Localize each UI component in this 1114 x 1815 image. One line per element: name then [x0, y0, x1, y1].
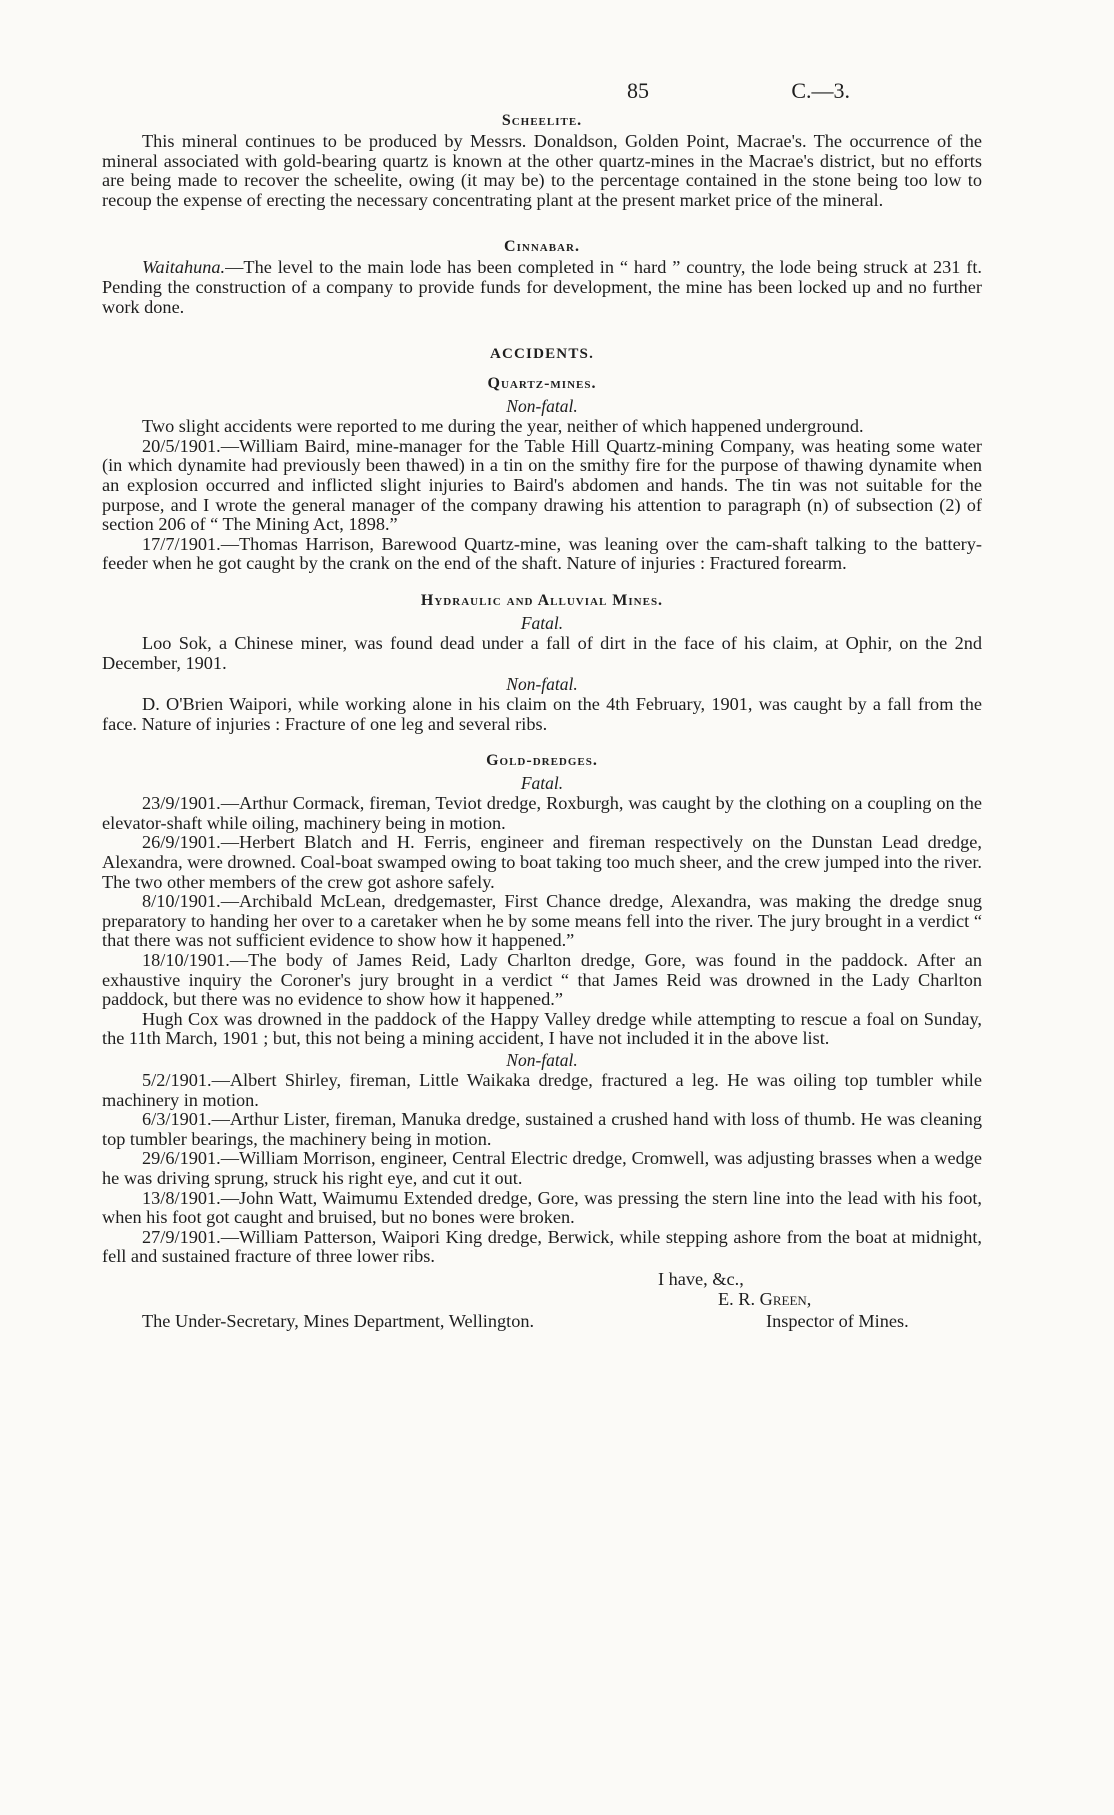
paragraph: D. O'Brien Waipori, while working alone in his claim on the 4th February, 1901, was caught by a fall from the face. Nature of injuries : Fracture of one leg and several ribs.: [102, 694, 982, 734]
subheading: Non-fatal.: [506, 1050, 578, 1070]
signature-block: [102, 1267, 982, 1353]
paragraph: 6/3/1901.—Arthur Lister, fireman, Manuka dredge, sustained a crushed hand with loss of thumb. He was cleaning top tumbler bearings, the machinery being in motion.: [102, 1109, 982, 1149]
addressee: The Under-Secretary, Mines Department, Wellington.: [142, 1310, 535, 1331]
accidents-section: [102, 343, 982, 1267]
paragraph: 29/6/1901.—William Morrison, engineer, Central Electric dredge, Cromwell, was adjusting brasses when a wedge he was driving sprung, struck his right eye, and cut it out.: [102, 1148, 982, 1188]
subheading: Non-fatal.: [506, 674, 578, 695]
subheading: Fatal.: [520, 612, 564, 633]
salutation: I have, &c.,: [658, 1268, 744, 1289]
document-reference: C.—3.: [791, 78, 850, 103]
paragraph: Hugh Cox was drowned in the paddock of the Happy Valley dredge while attempting to rescue a foal on Sunday, the 11th March, 1901 ; but, this not being a mining accident, I have not included it in the above list.: [102, 1008, 982, 1049]
paragraph: 23/9/1901.—Arthur Cormack, fireman, Teviot dredge, Roxburgh, was caught by the clothing on a coupling on the elevator-shaft while oiling, machinery being in motion.: [102, 793, 982, 833]
paragraph: Loo Sok, a Chinese miner, was found dead under a fall of dirt in the face of his claim, at Ophir, on the 2nd December, 1901.: [102, 632, 982, 673]
page-header: [102, 0, 982, 110]
place-name: Waitahuna.: [142, 257, 226, 278]
paragraph: 18/10/1901.—The body of James Reid, Lady Charlton dredge, Gore, was found in the paddock. After an exhaustive inquiry the Coroner's jury brought in a verdict “ that James Reid was drowned in the Lady Charlton paddock, but there was no evidence to show how it happened.”: [102, 950, 982, 1010]
subheading: Fatal.: [520, 773, 564, 794]
section-heading: Scheelite.: [501, 112, 583, 129]
subsection-heading: Quartz-mines.: [487, 375, 597, 393]
paragraph: 20/5/1901.—William Baird, mine-manager for the Table Hill Quartz-mining Company, was heating some water (in which dynamite had previously been thawed) in a tin on the smithy fire for the purpose of thawing dynamite when an explosion occurred and inflicted slight injuries to Baird's abdomen and hands. The tin was not suitable for the purpose, and I wrote the general manager of the company drawing his attention to paragraph (n) of subsection (2) of section 206 of “ The Mining Act, 1898.”: [102, 435, 982, 535]
section-heading: Cinnabar.: [504, 238, 580, 256]
subsection-heading: Hydraulic and Alluvial Mines.: [420, 591, 664, 609]
paragraph: [102, 258, 982, 317]
paragraph: 5/2/1901.—Albert Shirley, fireman, Little Waikaka dredge, fractured a leg. He was oiling top tumbler while machinery in motion.: [102, 1070, 982, 1110]
section-heading: ACCIDENTS.: [489, 346, 595, 363]
paragraph: 17/7/1901.—Thomas Harrison, Barewood Quartz-mine, was leaning over the cam-shaft talking to the battery-feeder when he got caught by the crank on the end of the shaft. Nature of injuries : Fractured forearm.: [102, 533, 982, 574]
paragraph: This mineral continues to be produced by Messrs. Donaldson, Golden Point, Macrae's. The occurrence of the mineral associated with gold-bearing quartz is known at the other quartz-mines in the Macrae's district, but no efforts are being made to recover the scheelite, owing (it may be) to the percentage contained in the stone being too low to recoup the expense of erecting the necessary concentrating plant at the present market price of the mineral.: [102, 131, 982, 210]
paragraph: 8/10/1901.—Archibald McLean, dredgemaster, First Chance dredge, Alexandra, was making the dredge snug preparatory to handing her over to a caretaker when he by some means fell into the river. The jury brought in a verdict “ that there was not sufficient evidence to show how it happened.”: [102, 891, 982, 951]
cinnabar-section: [102, 236, 982, 317]
signer-title: Inspector of Mines.: [766, 1310, 909, 1331]
subsection-heading: Gold-dredges.: [486, 752, 598, 770]
paragraph: Two slight accidents were reported to me during the year, neither of which happened underground.: [142, 416, 864, 437]
paragraph: 27/9/1901.—William Patterson, Waipori King dredge, Berwick, while stepping ashore from the boat at midnight, fell and sustained fracture of three lower ribs.: [102, 1226, 982, 1267]
page-number: 85: [627, 78, 649, 103]
scheelite-section: [102, 110, 982, 210]
subheading: Non-fatal.: [506, 396, 578, 417]
signer-name: E. R. Green,: [718, 1288, 812, 1309]
paragraph: 13/8/1901.—John Watt, Waimumu Extended dredge, Gore, was pressing the stern line into the lead with his foot, when his foot got caught and bruised, but no bones were broken.: [102, 1187, 982, 1228]
paragraph: 26/9/1901.—Herbert Blatch and H. Ferris, engineer and fireman respectively on the Dunstan Lead dredge, Alexandra, were drowned. Coal-boat swamped owing to boat taking too much sheer, and the crew jumped into the river. The two other members of the crew got ashore safely.: [102, 832, 982, 892]
paragraph-text: —The level to the main lode has been completed in “ hard ” country, the lode being struck at 231 ft. Pending the construction of a company to provide funds for development, the mine has been locked up and no further work done.: [102, 257, 982, 317]
